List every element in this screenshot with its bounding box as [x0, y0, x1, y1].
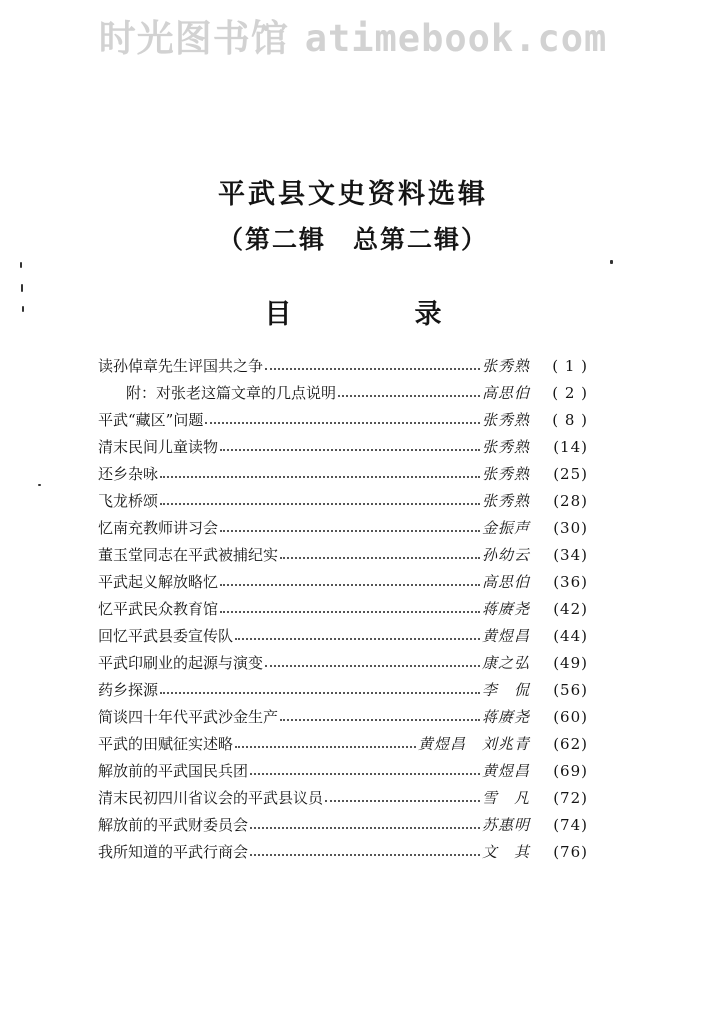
toc-dot-leader — [160, 502, 480, 505]
toc-entry-page: (36) — [553, 572, 588, 591]
toc-entry-author: 孙幼云 — [481, 546, 530, 564]
toc-entry-page: ( 8 ) — [552, 410, 588, 429]
toc-entry-author: 李 侃 — [481, 681, 530, 699]
toc-entry — [98, 595, 588, 622]
toc-dot-leader — [265, 367, 480, 370]
toc-entry-title: 平武的田赋征实述略 — [98, 735, 234, 753]
toc-entry — [98, 730, 588, 757]
toc-entry-author: 苏惠明 — [481, 816, 530, 834]
toc-entry-page: (74) — [553, 815, 588, 834]
scan-speck — [21, 284, 23, 292]
toc-entry-title: 平武印刷业的起源与演变 — [98, 654, 264, 672]
toc-entry — [98, 703, 588, 730]
toc-entry — [98, 649, 588, 676]
toc-entry-title: 平武“藏区”问题 — [98, 411, 204, 429]
toc-entry-title: 清末民初四川省议会的平武县议员 — [98, 789, 324, 807]
toc-entry — [98, 676, 588, 703]
toc-dot-leader — [280, 556, 480, 559]
toc-entry-page: (34) — [553, 545, 588, 564]
toc-entry-author: 文 其 — [481, 843, 530, 861]
toc-entry-page: (44) — [553, 626, 588, 645]
scan-speck — [20, 262, 22, 268]
toc-entry-author: 张秀熟 — [481, 492, 530, 510]
toc-entry-title: 平武起义解放略忆 — [98, 573, 219, 591]
toc-entry-title: 还乡杂咏 — [98, 465, 159, 483]
toc-dot-leader — [220, 610, 480, 613]
toc-entry-author: 张秀熟 — [481, 411, 530, 429]
toc-entry-title: 飞龙桥颂 — [98, 492, 159, 510]
toc-entry — [98, 838, 588, 865]
toc-entry-page: (14) — [553, 437, 588, 456]
toc-dot-leader — [325, 799, 480, 802]
toc-dot-leader — [220, 529, 480, 532]
toc-entry — [98, 433, 588, 460]
toc-dot-leader — [160, 691, 480, 694]
toc-dot-leader — [250, 853, 480, 856]
toc-entry-page: (28) — [553, 491, 588, 510]
toc-entry-author: 张秀熟 — [481, 438, 530, 456]
toc-entry-page: (56) — [553, 680, 588, 699]
scan-speck — [38, 484, 41, 486]
toc-dot-leader — [338, 394, 480, 397]
toc-entry — [98, 784, 588, 811]
toc-entry-title: 忆平武民众教育馆 — [98, 600, 219, 618]
toc-entry-author: 金振声 — [481, 519, 530, 537]
toc-entry-page: (42) — [553, 599, 588, 618]
toc-entry-page: (72) — [553, 788, 588, 807]
toc-dot-leader — [250, 772, 480, 775]
toc-entry-page: (76) — [553, 842, 588, 861]
toc-entry — [98, 406, 588, 433]
toc-entry-author: 康之弘 — [481, 654, 530, 672]
toc-dot-leader — [235, 637, 480, 640]
toc-entry-page: (60) — [553, 707, 588, 726]
toc-entry-page: ( 1 ) — [552, 356, 588, 375]
toc-entry-author: 蒋赓尧 — [481, 708, 530, 726]
toc-entry — [98, 811, 588, 838]
toc-entry-author: 黄煜昌 刘兆青 — [417, 735, 530, 753]
toc-heading: 目 录 — [264, 299, 490, 330]
toc-entry-page: (49) — [553, 653, 588, 672]
toc-entry-title: 解放前的平武财委员会 — [98, 816, 249, 834]
toc-entry-title: 简谈四十年代平武沙金生产 — [98, 708, 279, 726]
toc-entry-author: 蒋赓尧 — [481, 600, 530, 618]
toc-entry-author: 张秀熟 — [481, 357, 530, 375]
toc-entry — [98, 757, 588, 784]
toc-entry-page: (62) — [553, 734, 588, 753]
toc-dot-leader — [250, 826, 480, 829]
scan-speck — [610, 260, 613, 264]
toc-entry — [98, 622, 588, 649]
toc-entry-author: 雪 凡 — [481, 789, 530, 807]
toc-dot-leader — [220, 448, 480, 451]
toc-entry-page: (69) — [553, 761, 588, 780]
toc-entry-author: 黄煜昌 — [481, 762, 530, 780]
toc-dot-leader — [220, 583, 480, 586]
toc-entry-author: 张秀熟 — [481, 465, 530, 483]
toc-entry-title: 药乡探源 — [98, 681, 159, 699]
toc-entry-title: 清末民间儿童读物 — [98, 438, 219, 456]
toc-entry — [98, 352, 588, 379]
toc-entry — [98, 379, 588, 406]
toc-entry-title: 我所知道的平武行商会 — [98, 843, 249, 861]
toc-entry — [98, 568, 588, 595]
toc-dot-leader — [205, 421, 480, 424]
book-subtitle: （第二辑 总第二辑） — [217, 225, 488, 254]
toc-entry-page: (30) — [553, 518, 588, 537]
watermark-en: atimebook.com — [304, 17, 608, 60]
scan-speck — [22, 306, 24, 312]
toc-entry-author: 高思伯 — [481, 384, 530, 402]
toc-dot-leader — [235, 745, 416, 748]
toc-entry-author: 高思伯 — [481, 573, 530, 591]
toc-entry-title: 忆南充教师讲习会 — [98, 519, 219, 537]
table-of-contents — [98, 352, 588, 865]
toc-dot-leader — [280, 718, 480, 721]
toc-entry-title: 回忆平武县委宣传队 — [98, 627, 234, 645]
toc-entry-title: 解放前的平武国民兵团 — [98, 762, 249, 780]
toc-entry-author: 黄煜昌 — [481, 627, 530, 645]
toc-entry-title: 读孙倬章先生评国共之争 — [98, 357, 264, 375]
watermark — [0, 8, 706, 62]
toc-dot-leader — [160, 475, 480, 478]
watermark-cn: 时光图书馆 — [98, 17, 289, 60]
toc-entry — [98, 487, 588, 514]
toc-entry-title: 附：对张老这篇文章的几点说明 — [126, 384, 337, 402]
toc-dot-leader — [265, 664, 480, 667]
book-title: 平武县文史资料选辑 — [218, 179, 488, 210]
toc-entry — [98, 514, 588, 541]
toc-entry-page: (25) — [553, 464, 588, 483]
toc-entry-page: ( 2 ) — [552, 383, 588, 402]
toc-entry — [98, 541, 588, 568]
toc-entry-title: 董玉堂同志在平武被捕纪实 — [98, 546, 279, 564]
toc-entry — [98, 460, 588, 487]
